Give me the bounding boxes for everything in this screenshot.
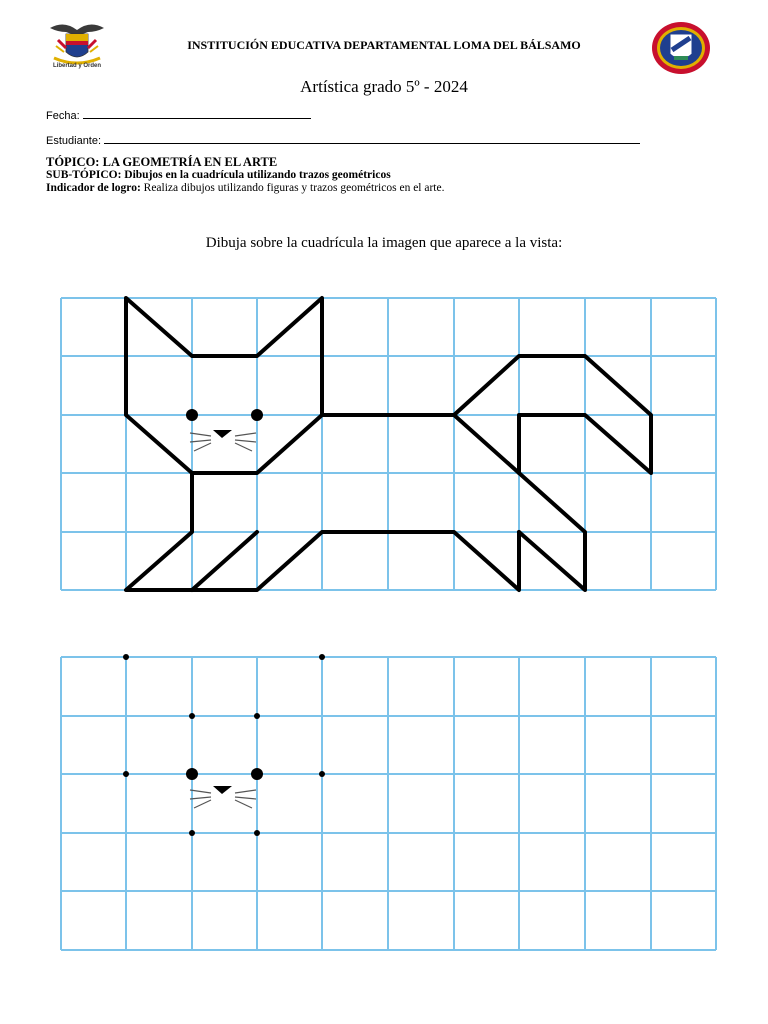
cat-right-eye bbox=[251, 409, 263, 421]
guide-nose bbox=[213, 786, 232, 794]
crest-motto: Libertad y Orden bbox=[52, 63, 101, 69]
cat-head bbox=[126, 298, 322, 473]
page-title: Artística grado 5º - 2024 bbox=[300, 77, 468, 96]
grid-lines bbox=[61, 657, 716, 950]
cat-left-eye bbox=[186, 409, 198, 421]
guide-right-eye bbox=[251, 768, 263, 780]
fecha-blank-line[interactable] bbox=[83, 108, 311, 119]
cat-nose bbox=[213, 430, 232, 438]
fecha-label: Fecha: bbox=[46, 110, 80, 122]
subtopic-line: SUB-TÓPICO: Dibujos en la cuadrícula utilizando trazos geométricos bbox=[46, 169, 391, 181]
school-shield-logo-icon bbox=[650, 20, 712, 76]
institution-name: INSTITUCIÓN EDUCATIVA DEPARTAMENTAL LOMA DEL BÁLSAMO bbox=[187, 38, 581, 52]
topics-block bbox=[46, 156, 444, 195]
topic-line: TÓPICO: LA GEOMETRÍA EN EL ARTE bbox=[46, 155, 278, 169]
estudiante-label: Estudiante: bbox=[46, 135, 102, 147]
estudiante-field[interactable] bbox=[46, 133, 640, 147]
fecha-field[interactable] bbox=[46, 108, 311, 122]
cat-inner-leg bbox=[192, 532, 257, 590]
estudiante-blank-line[interactable] bbox=[104, 133, 640, 144]
guide-dots bbox=[123, 654, 325, 836]
guide-left-eye bbox=[186, 768, 198, 780]
indicator-line: Indicador de logro: Realiza dibujos utilizando figuras y trazos geométricos en el arte. bbox=[46, 182, 445, 194]
instruction-text: Dibuja sobre la cuadrícula la imagen que aparece a la vista: bbox=[205, 235, 563, 251]
model-cat-grid bbox=[0, 290, 768, 600]
practice-grid[interactable] bbox=[0, 650, 768, 960]
